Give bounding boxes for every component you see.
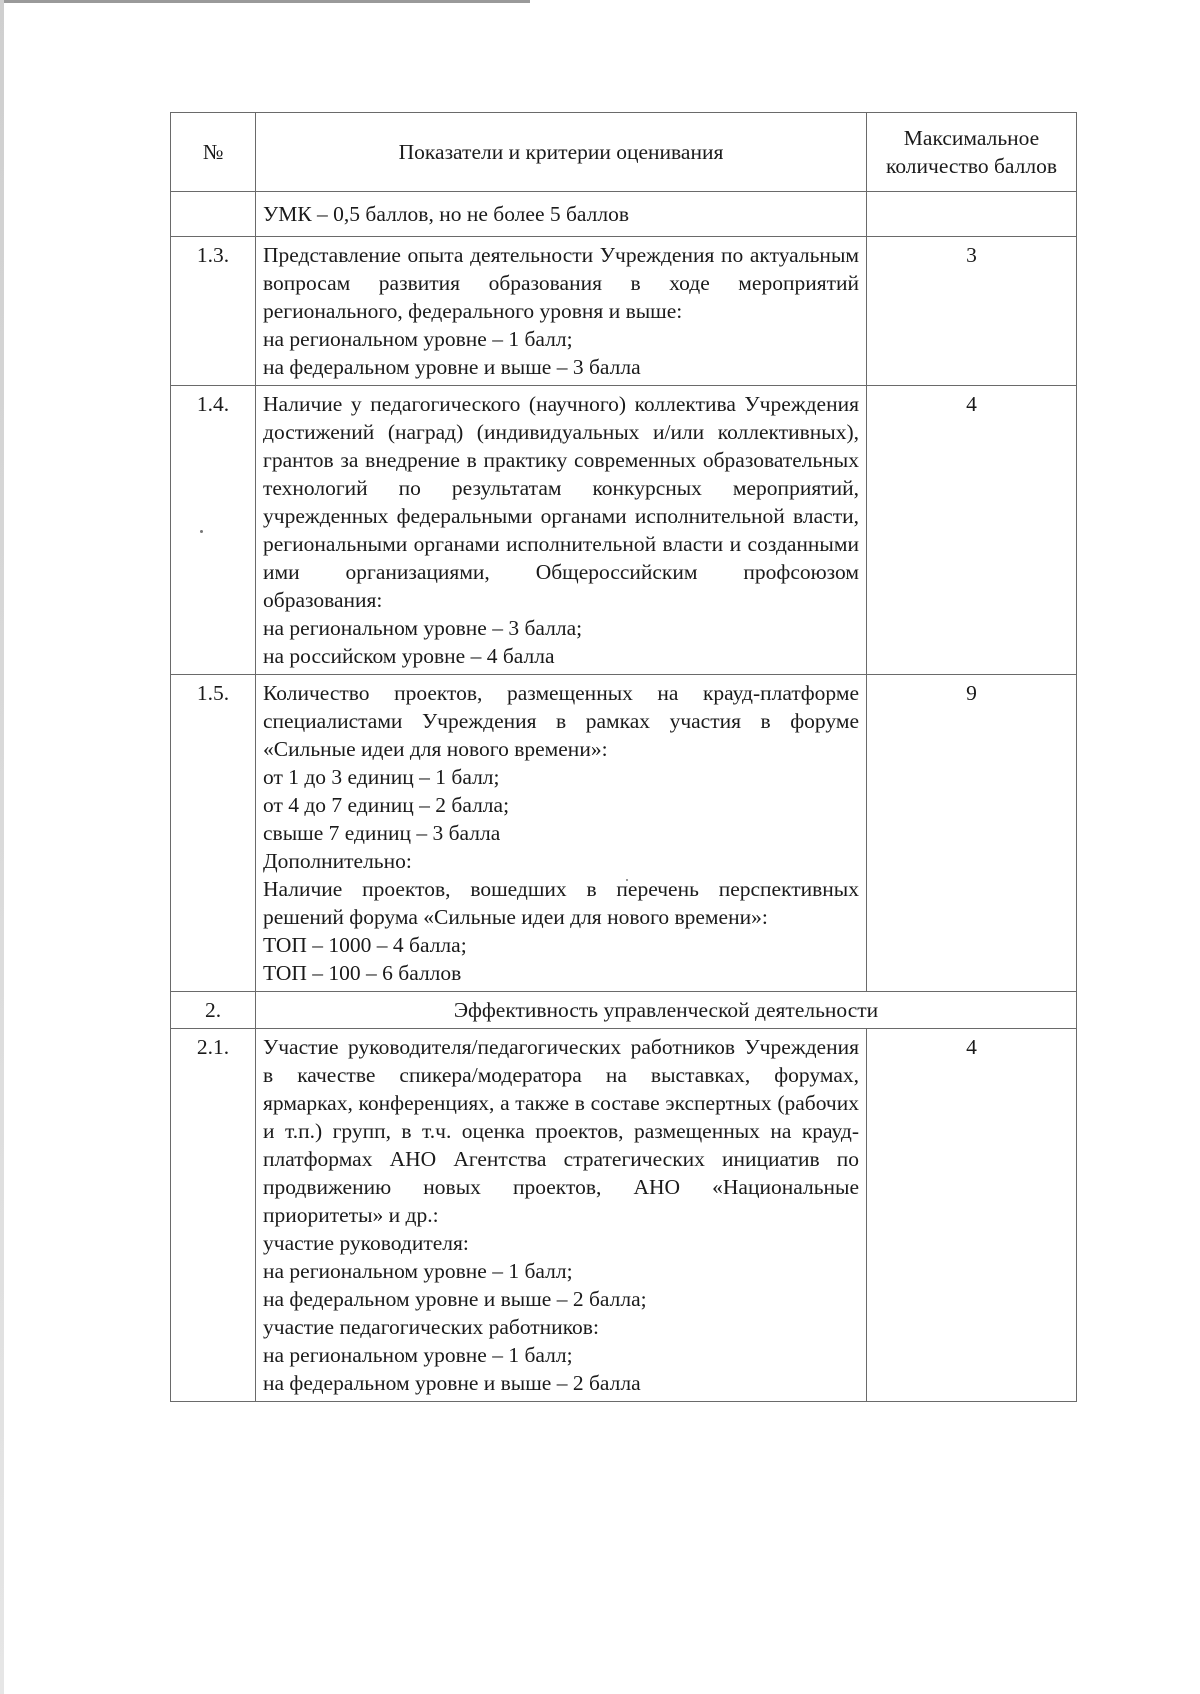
table-header	[171, 113, 1077, 192]
row-criteria	[256, 675, 867, 992]
criteria-line: на региональном уровне – 1 балл;	[263, 1343, 573, 1367]
table-body	[171, 192, 1077, 1402]
row-max-score: 3	[867, 237, 1077, 386]
row-criteria	[256, 1029, 867, 1402]
section-title: Эффективность управленческой деятельности	[256, 992, 1077, 1029]
header-max-score	[867, 113, 1077, 192]
criteria-text: Количество проектов, размещенных на крауд-платформе специалистами Учреждения в рамках участия в форуме «Сильные идеи для нового времени»:	[263, 681, 859, 761]
row-max-score	[867, 192, 1077, 237]
row-criteria: УМК – 0,5 баллов, но не более 5 баллов	[256, 192, 867, 237]
criteria-line: участие руководителя:	[263, 1231, 469, 1255]
row-num	[171, 192, 256, 237]
criteria-line: участие педагогических работников:	[263, 1315, 599, 1339]
criteria-table	[170, 112, 1077, 1402]
row-max-score: 4	[867, 386, 1077, 675]
header-num: №	[171, 113, 256, 192]
row-num: 1.3.	[171, 237, 256, 386]
header-max-line1: Максимальное	[903, 126, 1040, 150]
table-row-1-4	[171, 386, 1077, 675]
criteria-line: на федеральном уровне и выше – 2 балла;	[263, 1287, 647, 1311]
row-max-score: 4	[867, 1029, 1077, 1402]
criteria-line: свыше 7 единиц – 3 балла	[263, 821, 501, 845]
criteria-line: ТОП – 100 – 6 баллов	[263, 961, 462, 985]
criteria-line: на региональном уровне – 1 балл;	[263, 1259, 573, 1283]
table-row-2-1	[171, 1029, 1077, 1402]
criteria-text: Представление опыта деятельности Учреждения по актуальным вопросам развития образования в ходе мероприятий регионального, федерального уровня и выше:	[263, 243, 859, 323]
criteria-line: от 4 до 7 единиц – 2 балла;	[263, 793, 510, 817]
criteria-text: Наличие у педагогического (научного) коллектива Учреждения достижений (наград) (индивидуальных и/или коллективных), грантов за внедрение в практику современных образовательных технологий по результатам конкурсных мероприятий, учрежденных федеральными органами исполнительной власти, региональными органами исполнительной власти и созданными ими организациями, Общероссийским профсоюзом образования:	[263, 392, 859, 612]
row-criteria	[256, 386, 867, 675]
row-num: 2.	[171, 992, 256, 1029]
criteria-text: Участие руководителя/педагогических работников Учреждения в качестве спикера/модератора на выставках, форумах, ярмарках, конференциях, а также в составе экспертных (рабочих и т.п.) групп, в т.ч. оценка проектов, размещенных на крауд-платформах АНО Агентства стратегических инициатив по продвижению новых проектов, АНО «Национальные приоритеты» и др.:	[263, 1035, 859, 1227]
header-row	[171, 113, 1077, 192]
criteria-line: на федеральном уровне и выше – 3 балла	[263, 355, 641, 379]
criteria-line: на российском уровне – 4 балла	[263, 644, 555, 668]
row-num: 2.1.	[171, 1029, 256, 1402]
criteria-line: Дополнительно:	[263, 849, 412, 873]
criteria-line: на федеральном уровне и выше – 2 балла	[263, 1371, 641, 1395]
table-row-1-3	[171, 237, 1077, 386]
table-row-continuation	[171, 192, 1077, 237]
scan-edge-top	[0, 0, 530, 3]
row-criteria	[256, 237, 867, 386]
criteria-line: от 1 до 3 единиц – 1 балл;	[263, 765, 500, 789]
table-row-section-2	[171, 992, 1077, 1029]
scan-edge-left	[0, 0, 4, 1694]
row-max-score: 9	[867, 675, 1077, 992]
row-num: 1.5.	[171, 675, 256, 992]
criteria-line: ТОП – 1000 – 4 балла;	[263, 933, 467, 957]
criteria-line: на региональном уровне – 3 балла;	[263, 616, 583, 640]
criteria-line: на региональном уровне – 1 балл;	[263, 327, 573, 351]
header-criteria: Показатели и критерии оценивания	[256, 113, 867, 192]
header-max-line2: количество баллов	[885, 154, 1058, 178]
table-row-1-5	[171, 675, 1077, 992]
criteria-text: Наличие проектов, вошедших в перечень перспективных решений форума «Сильные идеи для нового времени»:	[263, 877, 859, 929]
row-num: 1.4.	[171, 386, 256, 675]
